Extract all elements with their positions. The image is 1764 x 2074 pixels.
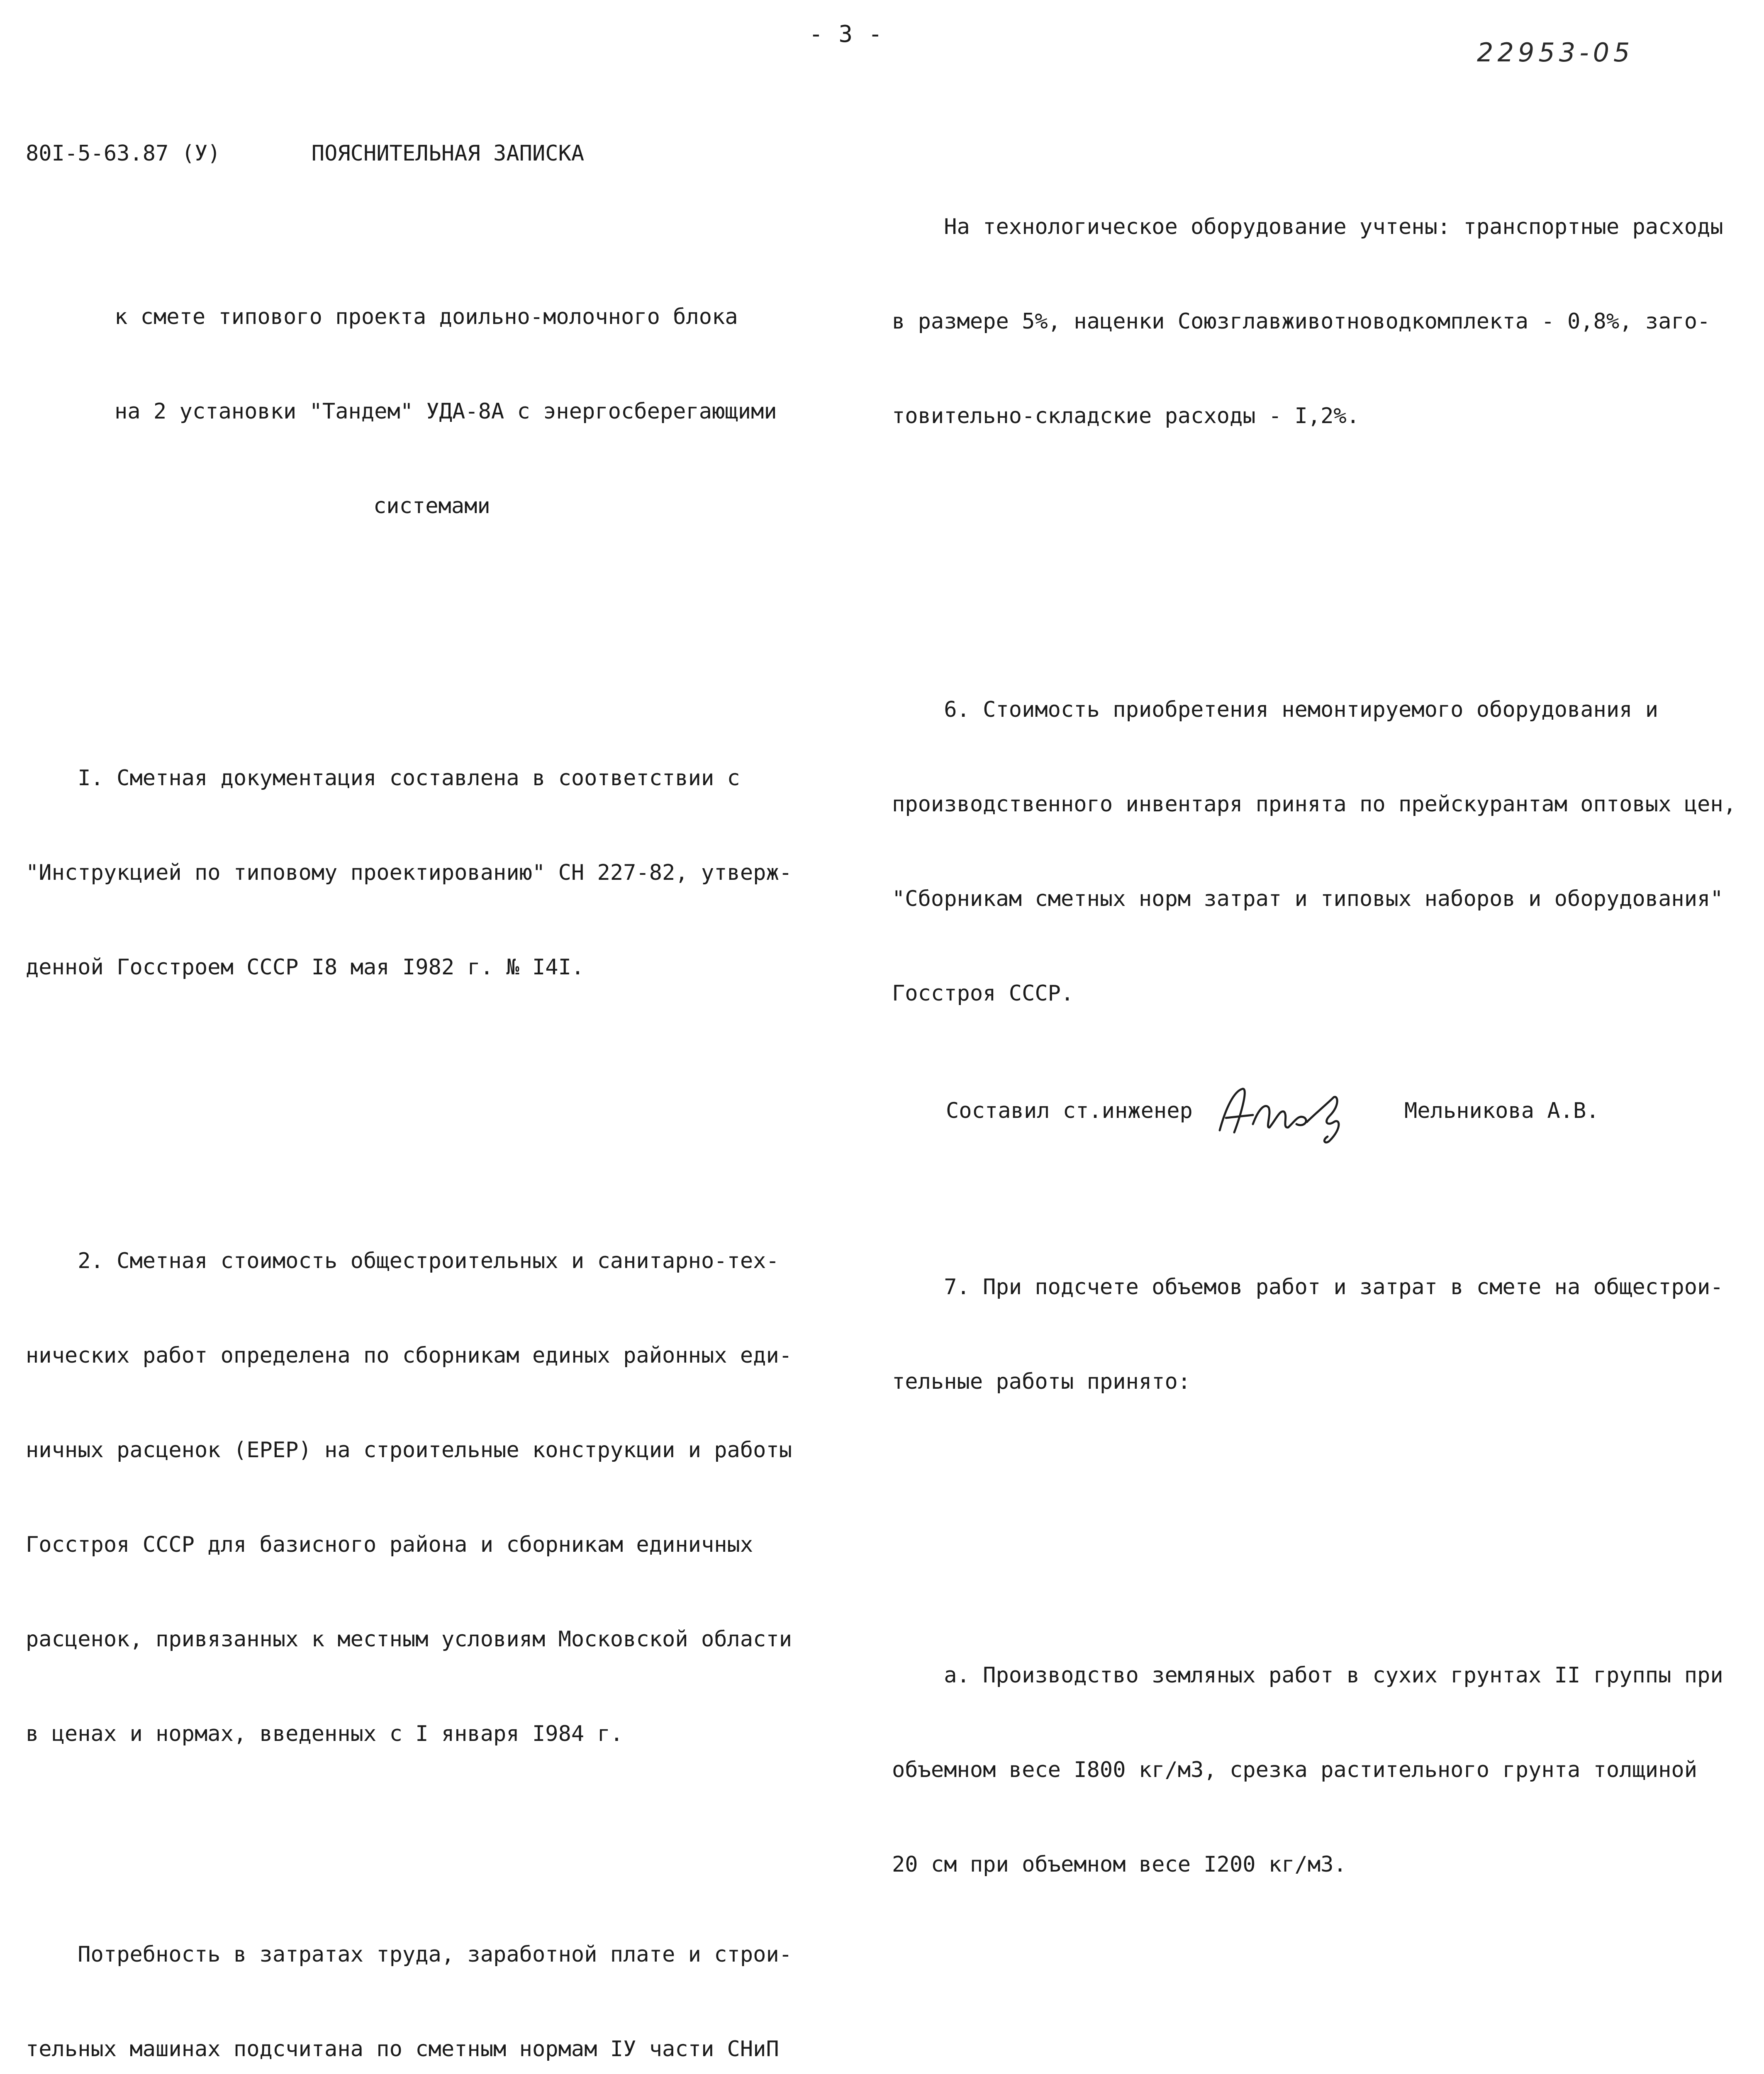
header-code: 80I-5-63.87 (У) — [26, 141, 221, 166]
text-line: "Инструкцией по типовому проектированию" СН 227-82, утверж- — [26, 860, 792, 885]
paragraph-2 — [26, 1182, 814, 1813]
text-line: в размере 5%, наценки Союзглавживотноводкомплекта - 0,8%, заго- — [892, 309, 1710, 334]
text-line: денной Госстроем СССР I8 мая I982 г. № I4I. — [26, 955, 585, 980]
text-line: тельные работы принято: — [892, 1369, 1191, 1394]
left-column — [26, 75, 814, 2074]
text-line: товительно-складские расходы - I,2%. — [892, 404, 1360, 428]
signature-block — [946, 1078, 1599, 1205]
text-line: 6. Стоимость приобретения немонтируемого оборудования и — [892, 697, 1659, 722]
paragraph-5c — [892, 148, 1755, 495]
paragraph-1 — [26, 699, 814, 1046]
text-line: Госстроя СССР для базисного района и сборникам единичных — [26, 1532, 753, 1557]
text-line: I. Сметная документация составлена в соответствии с — [26, 766, 740, 791]
document-number: 22953-05 — [1477, 37, 1634, 68]
subtitle-line: системами — [373, 494, 490, 518]
paragraph-6 — [892, 631, 1755, 1072]
item-a — [892, 1597, 1755, 1943]
text-line: объемном весе I800 кг/м3, срезка растительного грунта толщиной — [892, 1758, 1698, 1782]
paragraph-2b — [26, 1876, 814, 2074]
text-line: 7. При подсчете объемов работ и затрат в смете на общестрои- — [892, 1275, 1723, 1300]
text-line: 2. Сметная стоимость общестроительных и санитарно-тех- — [26, 1249, 779, 1273]
header-title: ПОЯСНИТЕЛЬНАЯ ЗАПИСКА — [311, 141, 585, 166]
text-line: в ценах и нормах, введенных с I января I984 г. — [26, 1721, 624, 1746]
handwritten-signature — [1203, 1078, 1352, 1149]
composer-name: Мельникова А.В. — [1404, 1098, 1599, 1123]
header-line — [26, 138, 814, 169]
subtitle-line: к смете типового проекта доильно-молочного блока — [115, 304, 738, 329]
text-line: "Сборникам сметных норм затрат и типовых наборов и оборудования" — [892, 886, 1723, 911]
text-line: а. Производство земляных работ в сухих грунтах II группы при — [892, 1663, 1723, 1688]
text-line: ничных расценок (ЕРЕР) на строительные конструкции и работы — [26, 1438, 792, 1463]
text-line: Госстроя СССР. — [892, 981, 1074, 1006]
text-line: расценок, привязанных к местным условиям Московской области — [26, 1627, 792, 1652]
page-number: - 3 - — [809, 21, 883, 48]
text-line: нических работ определена по сборникам единых районных еди- — [26, 1343, 792, 1368]
text-line: производственного инвентаря принята по прейскурантам оптовых цен, — [892, 792, 1736, 817]
paragraph-7 — [892, 1208, 1755, 1461]
text-line: тельных машинах подсчитана по сметным нормам IУ части СНиП — [26, 2037, 779, 2062]
text-line: Потребность в затратах труда, заработной плате и строи- — [26, 1942, 792, 1967]
text-line: На технологическое оборудование учтены: транспортные расходы — [892, 214, 1723, 239]
composed-by-label: Составил ст.инженер — [946, 1098, 1193, 1123]
subtitle-line: на 2 установки "Тандем" УДА-8А с энергосберегающими — [115, 399, 777, 424]
text-line: 20 см при объемном весе I200 кг/м3. — [892, 1852, 1347, 1877]
